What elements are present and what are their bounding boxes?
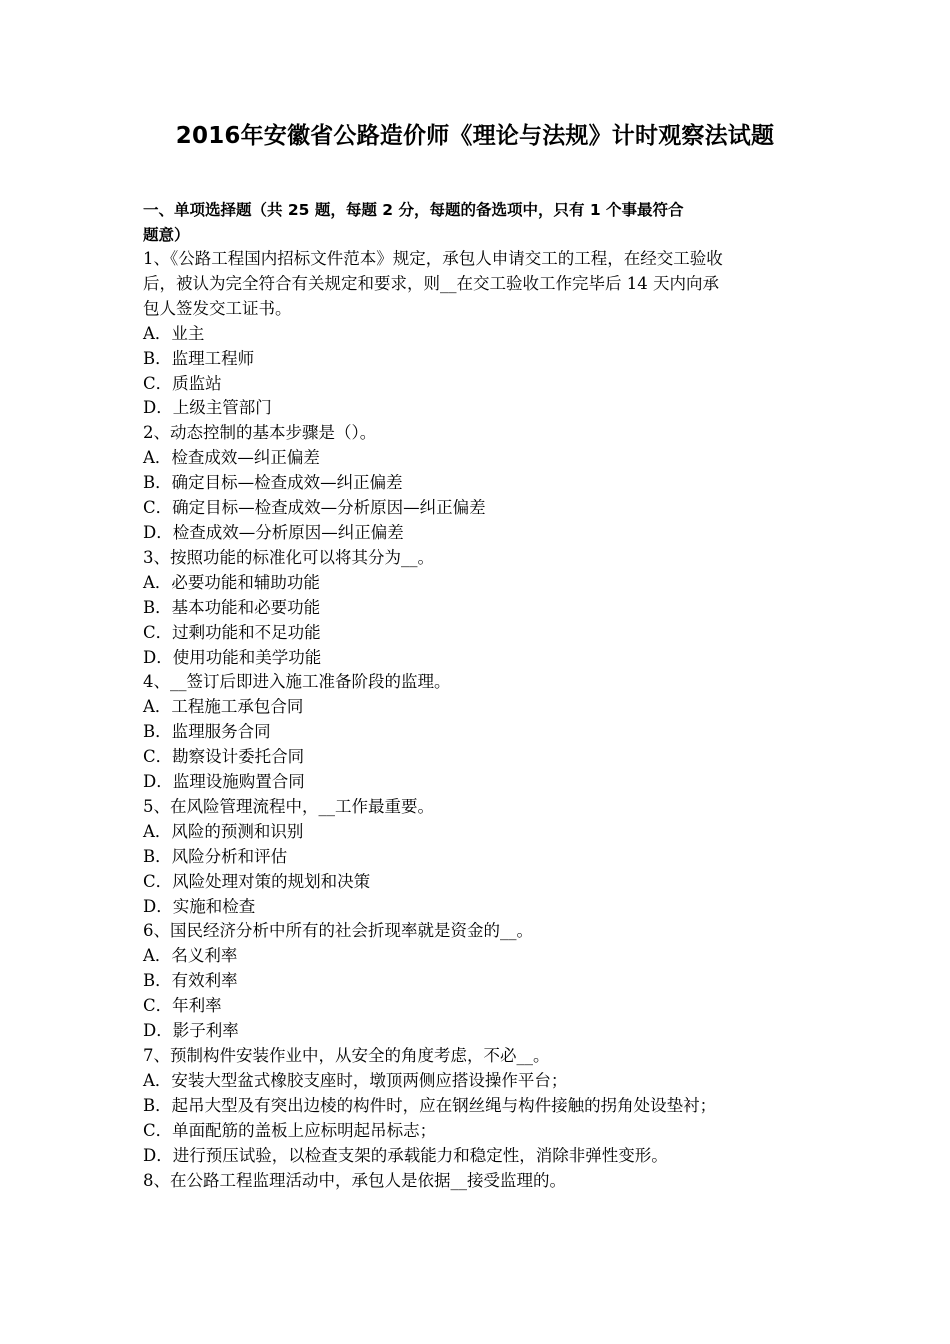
question-stem bbox=[143, 247, 815, 322]
question-block bbox=[143, 795, 815, 920]
question-stem bbox=[143, 919, 815, 944]
question-block bbox=[143, 546, 815, 671]
answer-option: D．影子利率 bbox=[143, 1021, 239, 1041]
question-stem-line: 1、《公路工程国内招标文件范本》规定，承包人申请交工的工程，在经交工验收 bbox=[143, 249, 723, 268]
answer-option: B．确定目标—检查成效—纠正偏差 bbox=[143, 473, 403, 493]
answer-option: D．进行预压试验，以检查支架的承载能力和稳定性，消除非弹性变形。 bbox=[143, 1145, 668, 1165]
answer-option: C．确定目标—检查成效—分析原因—纠正偏差 bbox=[143, 498, 486, 518]
answer-option: C．勘察设计委托合同 bbox=[143, 747, 305, 767]
answer-option: B．有效利率 bbox=[143, 971, 238, 991]
answer-option: C．过剩功能和不足功能 bbox=[143, 622, 321, 642]
answer-option: D．检查成效—分析原因—纠正偏差 bbox=[143, 522, 404, 542]
answer-option: A．业主 bbox=[143, 323, 205, 343]
answer-option: C．年利率 bbox=[143, 996, 222, 1016]
question-block bbox=[143, 1169, 815, 1194]
document-body bbox=[143, 198, 815, 1193]
question-stem bbox=[143, 421, 815, 446]
answer-option: A．工程施工承包合同 bbox=[143, 697, 304, 717]
question-block bbox=[143, 1044, 815, 1169]
question-stem-line: 8、在公路工程监理活动中，承包人是依据__接受监理的。 bbox=[143, 1170, 566, 1190]
answer-option: B．监理服务合同 bbox=[143, 722, 271, 742]
answer-option: A．风险的预测和识别 bbox=[143, 821, 304, 841]
question-block bbox=[143, 670, 815, 795]
answer-option: C．单面配筋的盖板上应标明起吊标志； bbox=[143, 1120, 437, 1140]
question-stem bbox=[143, 795, 815, 820]
question-stem-line: 6、国民经济分析中所有的社会折现率就是资金的__。 bbox=[143, 921, 533, 941]
question-stem-line: 5、在风险管理流程中，__工作最重要。 bbox=[143, 796, 434, 816]
answer-option: A．名义利率 bbox=[143, 946, 238, 966]
question-stem bbox=[143, 1169, 815, 1194]
answer-option: A．检查成效—纠正偏差 bbox=[143, 448, 320, 468]
section-heading bbox=[143, 198, 815, 247]
answer-option: B．风险分析和评估 bbox=[143, 846, 288, 866]
question-stem-line: 后，被认为完全符合有关规定和要求，则__在交工验收工作完毕后 14 天内向承 bbox=[143, 273, 719, 293]
question-stem-line: 2、动态控制的基本步骤是（）。 bbox=[143, 423, 377, 443]
answer-option: D．上级主管部门 bbox=[143, 398, 272, 418]
document-title: 2016年安徽省公路造价师《理论与法规》计时观察法试题 bbox=[175, 123, 775, 149]
answer-option: C．风险处理对策的规划和决策 bbox=[143, 871, 371, 891]
question-stem bbox=[143, 1044, 815, 1069]
question-stem bbox=[143, 670, 815, 695]
answer-option: A．必要功能和辅助功能 bbox=[143, 572, 320, 592]
answer-option: D．实施和检查 bbox=[143, 896, 256, 916]
question-list bbox=[143, 247, 815, 1193]
answer-option: B．监理工程师 bbox=[143, 348, 255, 368]
question-block bbox=[143, 421, 815, 546]
answer-option: D．监理设施购置合同 bbox=[143, 772, 305, 792]
section-heading-line-2: 题意） bbox=[143, 225, 190, 244]
question-stem-line: 4、__签订后即进入施工准备阶段的监理。 bbox=[143, 672, 451, 692]
question-block bbox=[143, 247, 815, 421]
question-stem-line: 3、按照功能的标准化可以将其分为__。 bbox=[143, 547, 434, 567]
answer-option: B．起吊大型及有突出边棱的构件时，应在钢丝绳与构件接触的拐角处设垫衬； bbox=[143, 1095, 717, 1115]
question-stem-line: 包人签发交工证书。 bbox=[143, 298, 292, 318]
answer-option: A．安装大型盆式橡胶支座时，墩顶两侧应搭设操作平台； bbox=[143, 1070, 568, 1090]
answer-option: C．质监站 bbox=[143, 373, 222, 393]
answer-option: D．使用功能和美学功能 bbox=[143, 647, 322, 667]
answer-option: B．基本功能和必要功能 bbox=[143, 597, 321, 617]
question-stem-line: 7、预制构件安装作业中，从安全的角度考虑，不必__。 bbox=[143, 1046, 550, 1065]
question-stem bbox=[143, 546, 815, 571]
question-block bbox=[143, 919, 815, 1044]
section-heading-line-1: 一、单项选择题（共 25 题，每题 2 分，每题的备选项中，只有 1 个事最符合 bbox=[143, 201, 684, 219]
